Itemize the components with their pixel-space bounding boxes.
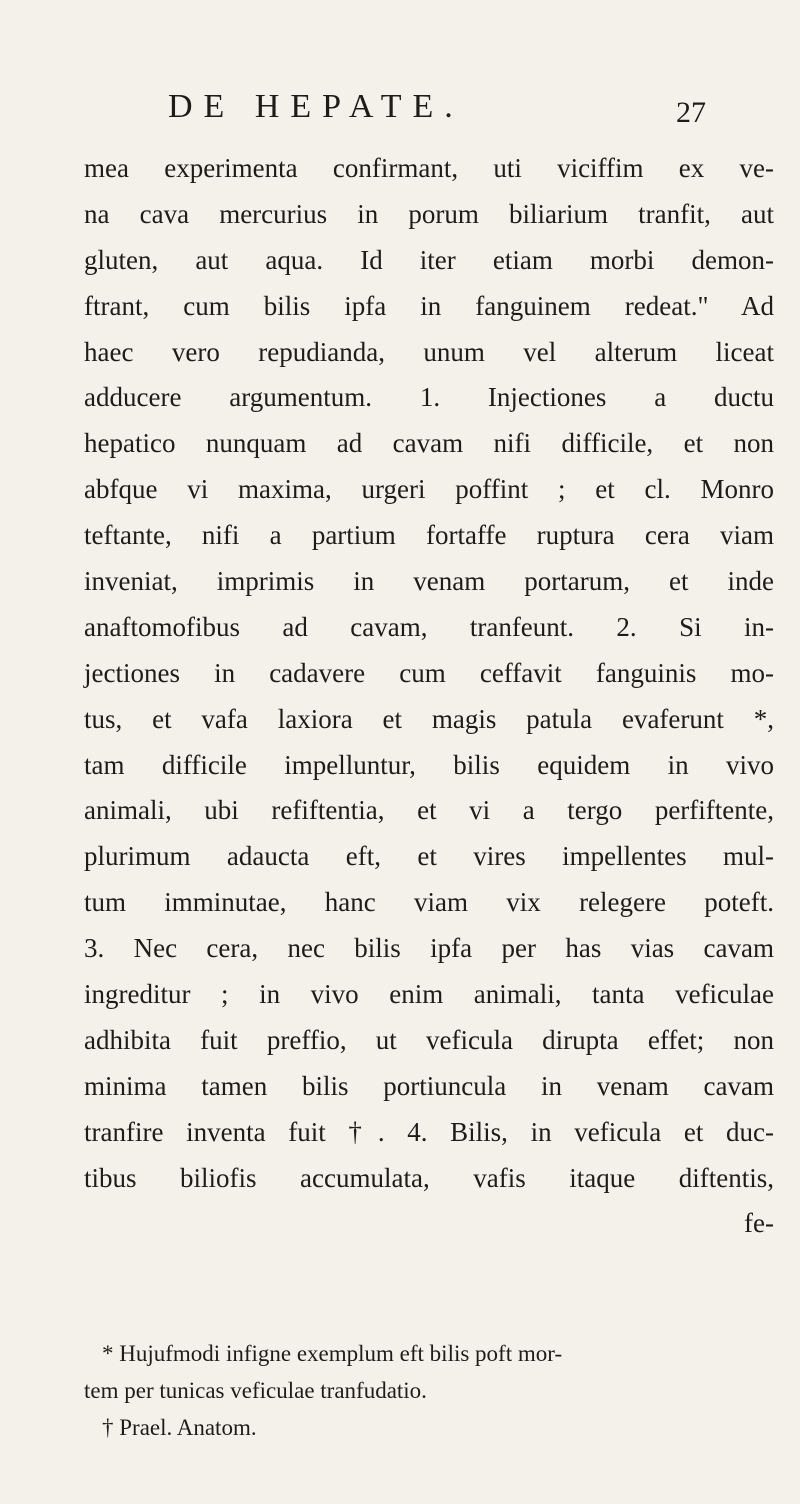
text-line: tranfire inventa fuit †. 4. Bilis, in veficula et duc- <box>84 1116 774 1147</box>
footnote-line: * Hujufmodi infigne exemplum eft bilis poft mor- <box>102 1341 563 1366</box>
footnotes <box>84 1335 774 1446</box>
text-line: teftante, nifi a partium fortaffe ruptura cera viam <box>84 520 774 551</box>
text-line: gluten, aut aqua. Id iter etiam morbi demon- <box>84 244 774 275</box>
text-line: mea experimenta confirmant, uti viciffim ex ve- <box>84 153 774 183</box>
text-line: inveniat, imprimis in venam portarum, et inde <box>84 566 774 597</box>
text-line: jectiones in cadavere cum ceffavit fanguinis mo- <box>84 657 774 688</box>
text-line: ingreditur ; in vivo enim animali, tanta veficulae <box>84 979 774 1010</box>
text-line: tus, et vafa laxiora et magis patula evaferunt *, <box>84 703 774 734</box>
body-text <box>84 146 774 1247</box>
page-header <box>0 88 800 138</box>
text-line: ftrant, cum bilis ipfa in fanguinem redeat." Ad <box>84 290 774 321</box>
text-line: adhibita fuit preffio, ut veficula dirupta effet; non <box>84 1024 774 1055</box>
text-line: tibus biliofis accumulata, vafis itaque diftentis, <box>84 1162 774 1193</box>
footnote-line: tem per tunicas veficulae tranfudatio. <box>84 1378 427 1403</box>
text-line: tam difficile impelluntur, bilis equidem in vivo <box>84 749 774 780</box>
catchword: fe- <box>744 1208 774 1239</box>
text-line: anaftomofibus ad cavam, tranfeunt. 2. Si in- <box>84 611 774 642</box>
text-line: plurimum adaucta eft, et vires impellentes mul- <box>84 841 774 872</box>
text-line: abfque vi maxima, urgeri poffint ; et cl. Monro <box>84 474 774 505</box>
text-line: adducere argumentum. 1. Injectiones a ductu <box>84 382 774 413</box>
text-line: 3. Nec cera, nec bilis ipfa per has vias cavam <box>84 933 774 964</box>
text-line: na cava mercurius in porum biliarium tranfit, aut <box>84 198 774 229</box>
text-line: animali, ubi refiftentia, et vi a tergo perfiftente, <box>84 795 774 826</box>
text-line: minima tamen bilis portiuncula in venam cavam <box>84 1070 774 1101</box>
text-line: haec vero repudianda, unum vel alterum liceat <box>84 336 774 367</box>
footnote-line: † Prael. Anatom. <box>102 1415 257 1440</box>
page-number: 27 <box>676 96 706 129</box>
text-line: hepatico nunquam ad cavam nifi difficile, et non <box>84 428 774 459</box>
running-head: DE HEPATE. <box>168 88 464 125</box>
text-line: tum imminutae, hanc viam vix relegere poteft. <box>84 887 774 918</box>
